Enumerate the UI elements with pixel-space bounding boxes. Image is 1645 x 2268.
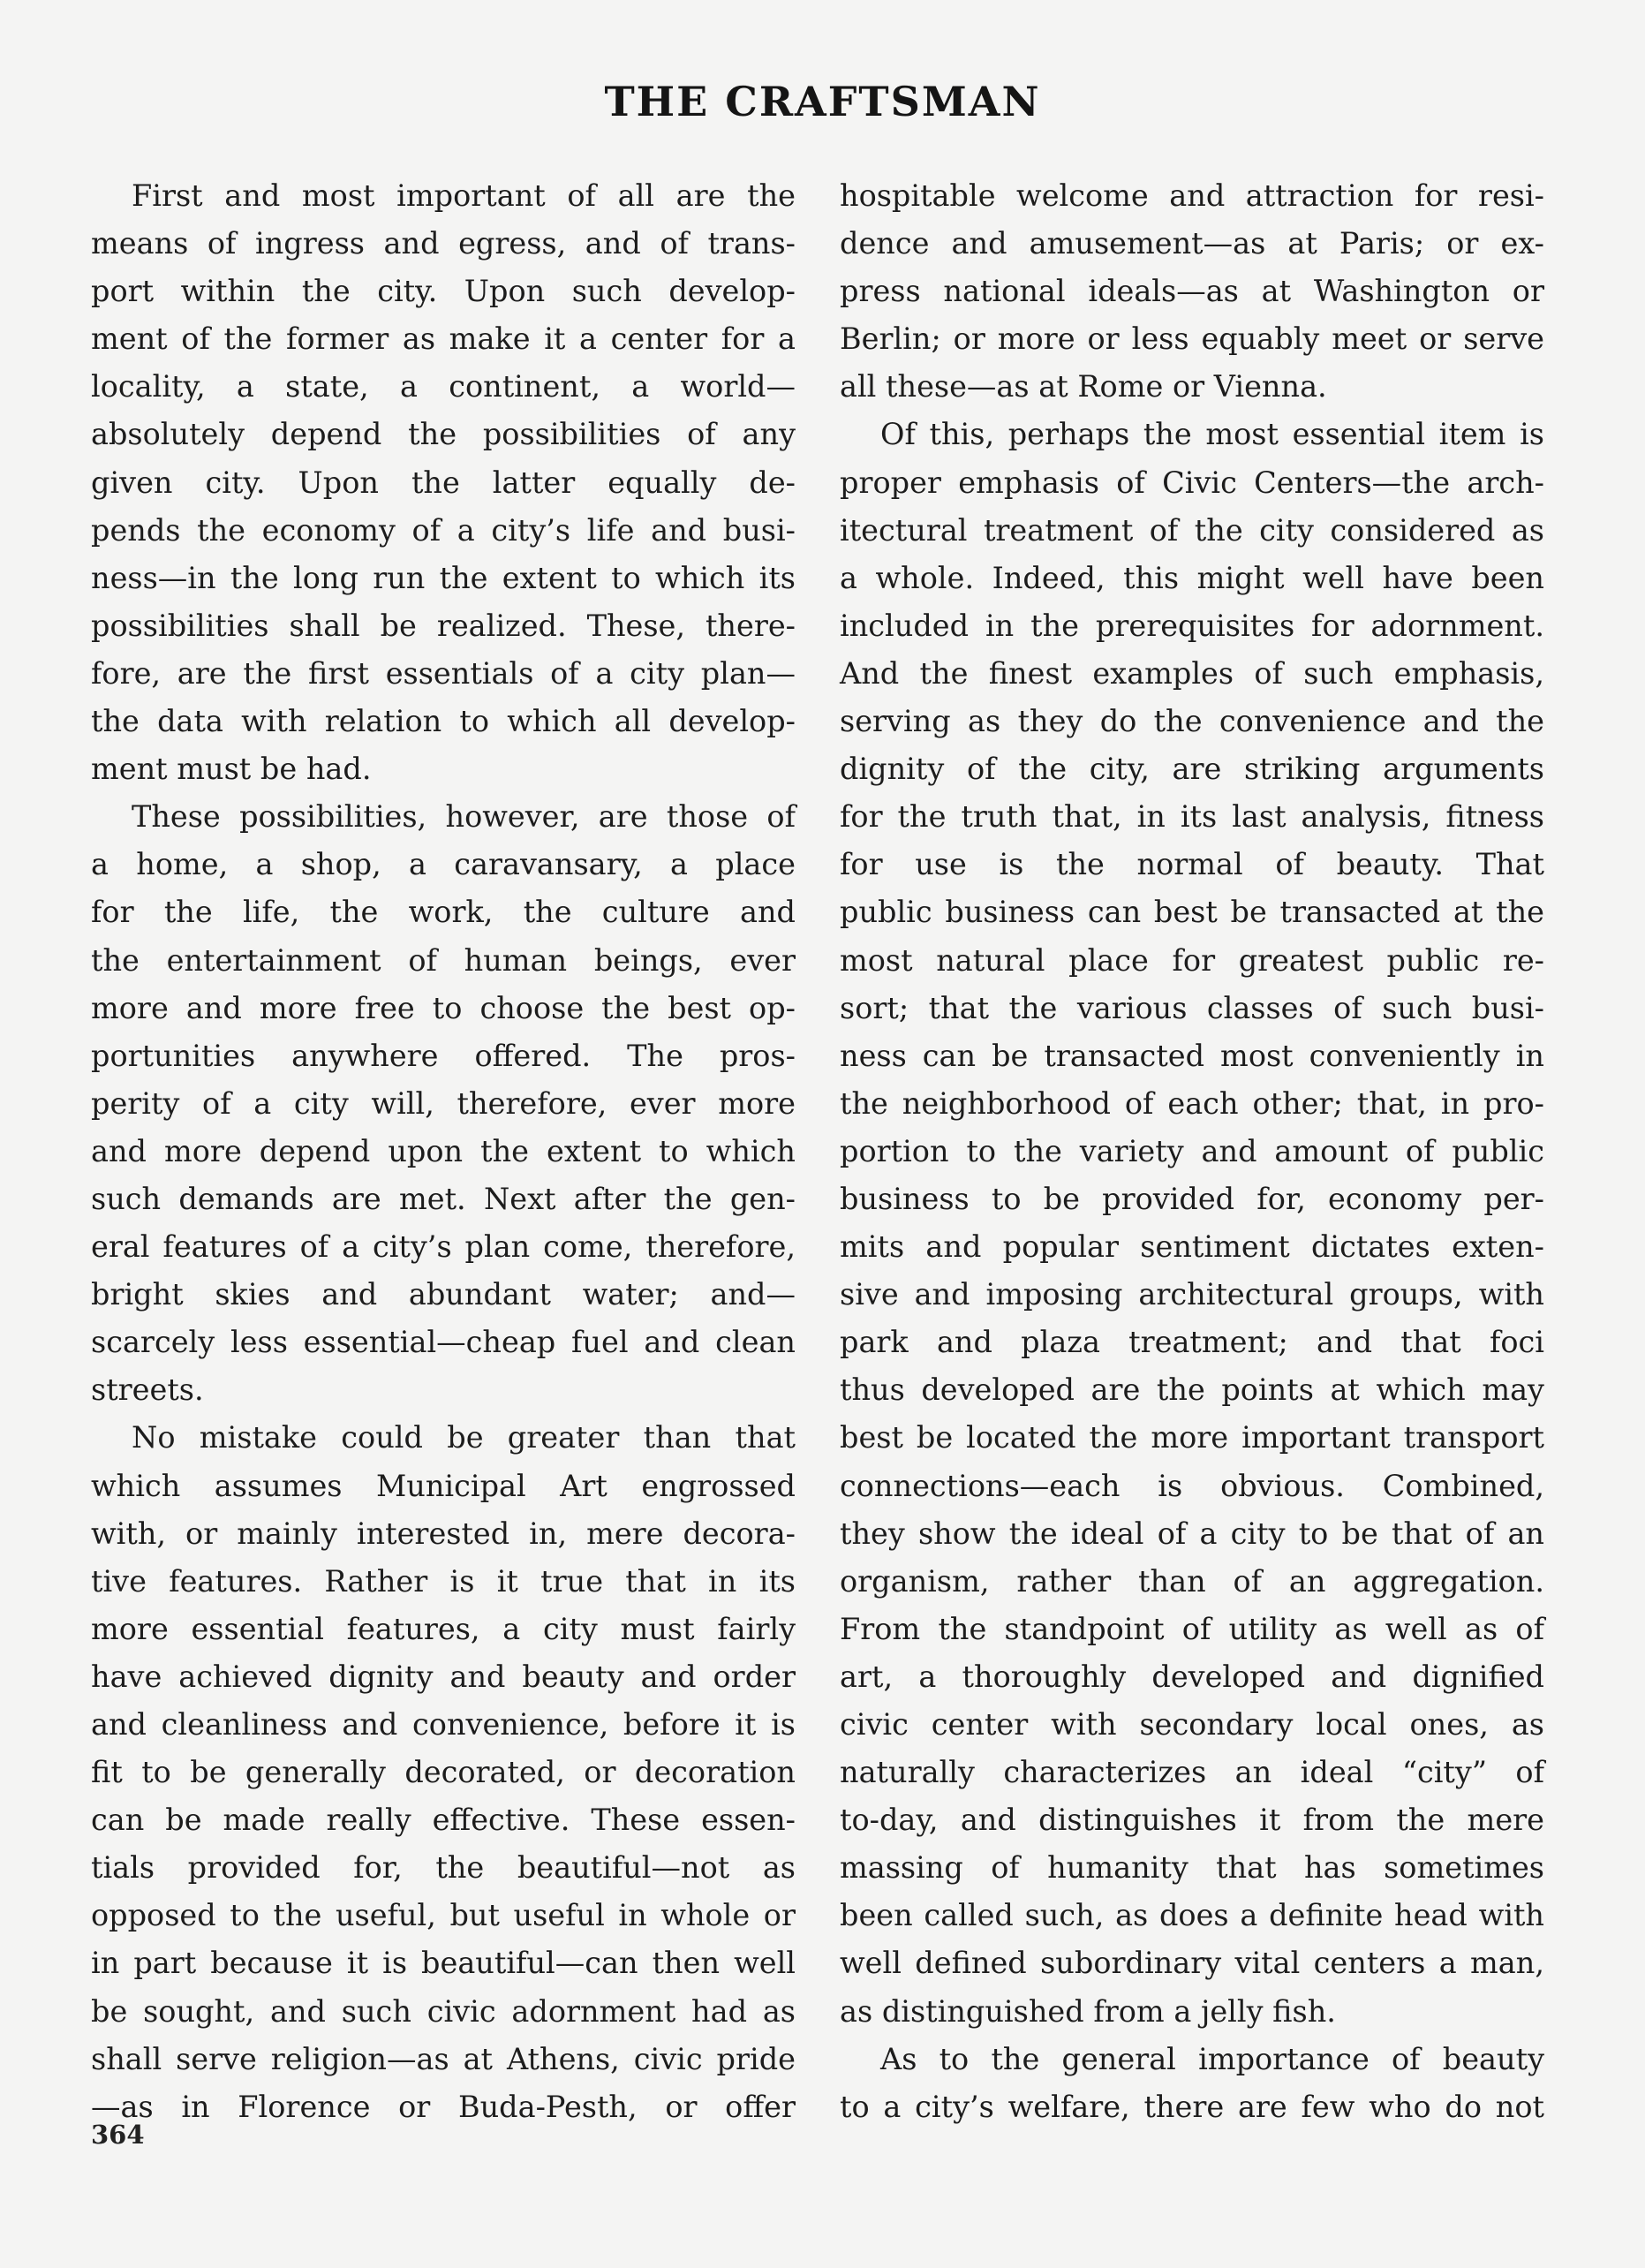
text-line: a whole. Indeed, this might well have been [840,560,1544,595]
text-line: more and more free to choose the best op- [91,990,796,1025]
text-line: for the truth that, in its last analysis, fitness [840,799,1544,835]
text-line: streets. [91,1372,204,1408]
text-line: most natural place for greatest public re- [840,942,1544,978]
text-line: locality, a state, a continent, a world— [91,369,796,404]
text-line: and more depend upon the extent to which [91,1133,796,1168]
text-line: all these—as at Rome or Vienna. [840,369,1327,404]
text-line: ment must be had. [91,752,372,787]
text-line: portion to the variety and amount of public [840,1133,1544,1168]
text-line: pends the economy of a city’s life and busi- [91,512,796,548]
text-line: dence and amusement—as at Paris; or ex- [840,226,1544,261]
text-line: fore, are the first essentials of a city plan— [91,655,796,691]
text-line: they show the ideal of a city to be that of an [840,1516,1544,1551]
text-line: massing of humanity that has sometimes [840,1850,1544,1886]
text-line: the entertainment of human beings, ever [91,942,796,978]
text-line: perity of a city will, therefore, ever more [91,1085,796,1121]
text-line: been called such, as does a definite head with [840,1898,1544,1933]
text-line: dignity of the city, are striking arguments [840,752,1544,787]
text-line: more essential features, a city must fairly [91,1611,796,1646]
text-line: with, or mainly interested in, mere decora- [91,1516,796,1551]
text-line: thus developed are the points at which may [840,1372,1544,1408]
text-line: ment of the former as make it a center for a [91,321,796,357]
text-line: for the life, the work, the culture and [91,895,796,930]
text-line: From the standpoint of utility as well as of [840,1611,1544,1646]
text-line: serving as they do the convenience and the [840,704,1544,739]
text-line: hospitable welcome and attraction for resi- [840,178,1544,213]
text-line: naturally characterizes an ideal “city” of [840,1755,1544,1790]
text-line: to a city’s welfare, there are few who do not [840,2089,1544,2124]
text-line: have achieved dignity and beauty and order [91,1659,796,1694]
text-line: sive and imposing architectural groups, with [840,1277,1544,1312]
text-line: included in the prerequisites for adornment. [840,608,1544,643]
text-line: organism, rather than of an aggregation. [840,1563,1544,1599]
running-header: THE CRAFTSMAN [604,78,1041,125]
text-line: sort; that the various classes of such busi- [840,990,1544,1025]
text-line: art, a thoroughly developed and dignified [840,1659,1544,1694]
text-line: mits and popular sentiment dictates exten- [840,1229,1544,1265]
text-line: No mistake could be greater than that [132,1420,796,1455]
text-line: ness can be transacted most conveniently in [840,1038,1544,1073]
text-line: to-day, and distinguishes it from the mere [840,1803,1544,1838]
text-line: itectural treatment of the city considered as [840,512,1544,548]
text-line: press national ideals—as at Washington or [840,274,1544,309]
text-line: and cleanliness and convenience, before it is [91,1707,796,1742]
text-line: And the finest examples of such emphasis, [840,655,1544,691]
text-line: portunities anywhere offered. The pros- [91,1038,796,1073]
text-line: Of this, perhaps the most essential item is [880,417,1544,452]
text-line: First and most important of all are the [132,178,796,213]
page-number: 364 [91,2120,145,2150]
left-column [91,172,796,2131]
text-line: ness—in the long run the extent to which its [91,560,796,595]
text-line: in part because it is beautiful—can then well [91,1946,796,1981]
text-line: means of ingress and egress, and of trans- [91,226,796,261]
text-line: the neighborhood of each other; that, in pro- [840,1085,1544,1121]
right-column [840,172,1544,2131]
text-line: park and plaza treatment; and that foci [840,1325,1544,1360]
text-line: These possibilities, however, are those of [132,799,796,835]
text-line: tials provided for, the beautiful—not as [91,1850,796,1886]
text-line: port within the city. Upon such develop- [91,274,796,309]
text-line: bright skies and abundant water; and— [91,1277,796,1312]
text-line: such demands are met. Next after the gen- [91,1181,796,1216]
text-line: fit to be generally decorated, or decoration [91,1755,796,1790]
text-line: eral features of a city’s plan come, therefore, [91,1229,796,1265]
text-line: for use is the normal of beauty. That [840,847,1544,882]
text-line: scarcely less essential—cheap fuel and clean [91,1325,796,1360]
text-line: Berlin; or more or less equably meet or serve [840,321,1544,357]
text-line: absolutely depend the possibilities of any [91,417,796,452]
text-line: given city. Upon the latter equally de- [91,465,796,500]
text-line: public business can best be transacted at the [840,895,1544,930]
text-line: opposed to the useful, but useful in whole or [91,1898,796,1933]
text-line: a home, a shop, a caravansary, a place [91,847,796,882]
text-line: business to be provided for, economy per- [840,1181,1544,1216]
text-line: as distinguished from a jelly fish. [840,1993,1336,2029]
text-line: can be made really effective. These essen- [91,1803,796,1838]
text-line: best be located the more important transport [840,1420,1544,1455]
text-line: the data with relation to which all develop- [91,704,796,739]
text-line: civic center with secondary local ones, as [840,1707,1544,1742]
text-line: possibilities shall be realized. These, there- [91,608,796,643]
text-line: which assumes Municipal Art engrossed [91,1468,796,1503]
text-line: connections—each is obvious. Combined, [840,1468,1544,1503]
text-line: tive features. Rather is it true that in its [91,1563,796,1599]
text-line: be sought, and such civic adornment had as [91,1993,796,2029]
text-line: —as in Florence or Buda-Pesth, or offer [91,2089,796,2124]
text-line: As to the general importance of beauty [880,2041,1544,2076]
text-line: proper emphasis of Civic Centers—the arch- [840,465,1544,500]
text-line: shall serve religion—as at Athens, civic pride [91,2041,796,2076]
text-line: well defined subordinary vital centers a man, [840,1946,1544,1981]
